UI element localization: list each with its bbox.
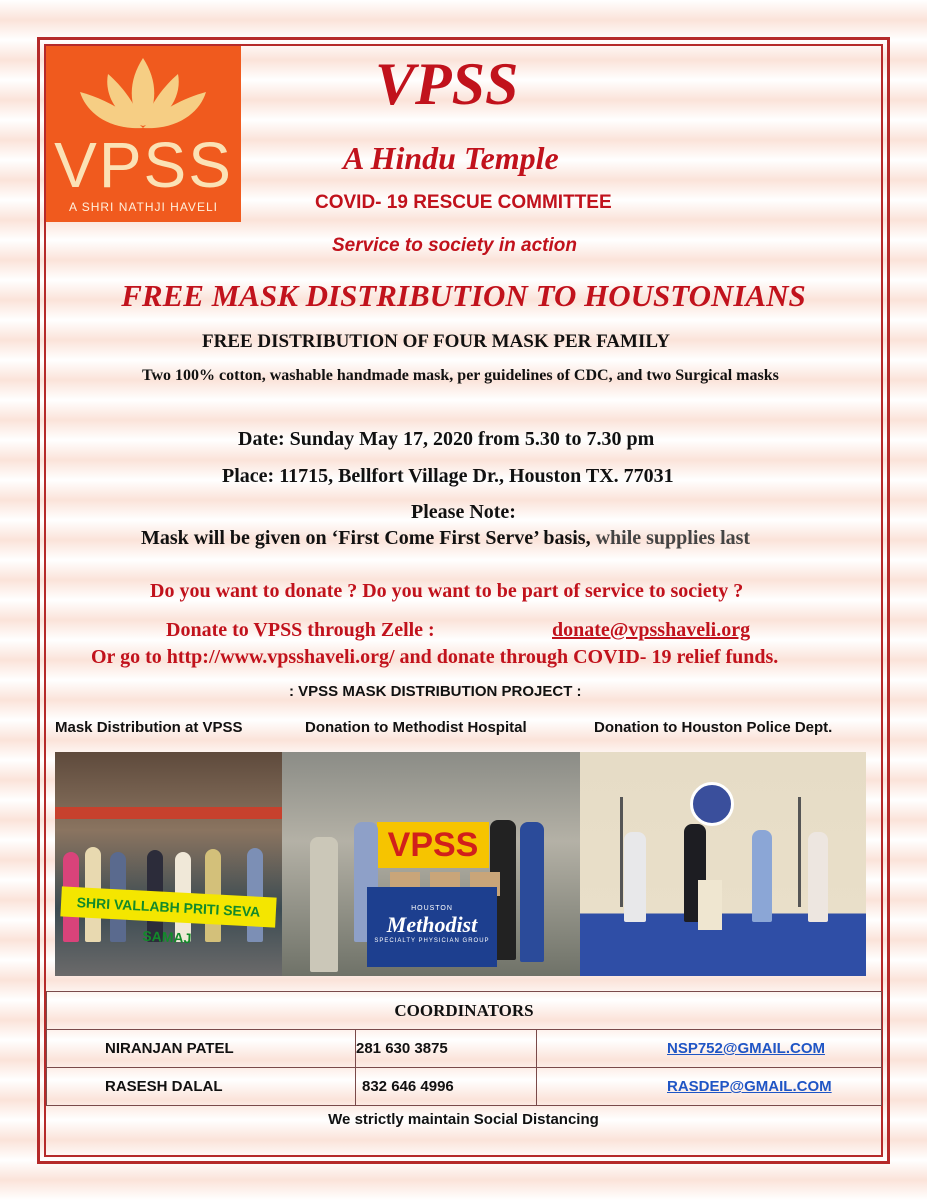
flag-pole — [798, 797, 801, 907]
photo-methodist-donation — [282, 752, 580, 976]
note-main: Mask will be given on ‘First Come First Serve’ basis, — [141, 527, 596, 549]
coordinator-name: NIRANJAN PATEL — [47, 1030, 356, 1068]
police-seal-icon — [690, 782, 734, 826]
logo-subtitle: A SHRI NATHJI HAVELI — [69, 200, 218, 214]
coordinator-email-link[interactable]: NSP752@GMAIL.COM — [667, 1040, 825, 1057]
coordinator-phone: 281 630 3875 — [356, 1030, 537, 1068]
person — [310, 837, 338, 972]
person — [247, 848, 263, 942]
cloth-sub-text: SPECIALTY PHYSICIAN GROUP — [374, 938, 490, 944]
distribution-detail: Two 100% cotton, washable handmade mask, per guidelines of CDC, and two Surgical masks — [142, 367, 779, 384]
caption-vpss: Mask Distribution at VPSS — [55, 719, 243, 736]
cloth-main-text: Methodist — [386, 912, 478, 937]
methodist-table-cloth — [367, 887, 497, 967]
note-heading: Please Note: — [411, 501, 516, 523]
coordinator-name: RASESH DALAL — [47, 1068, 356, 1106]
mask-box — [698, 880, 722, 930]
tagline: Service to society in action — [332, 235, 577, 256]
coordinator-email-cell — [537, 1068, 882, 1106]
donate-question: Do you want to donate ? Do you want to be part of service to society ? — [150, 580, 744, 602]
table-row — [47, 1030, 882, 1068]
vpss-logo — [46, 46, 241, 222]
distribution-heading: FREE DISTRIBUTION OF FOUR MASK PER FAMILY — [202, 331, 671, 352]
coordinator-email-cell — [537, 1030, 882, 1068]
note-supplies: while supplies last — [595, 527, 751, 549]
logo-wordmark: VPSS — [54, 129, 233, 201]
table-row — [47, 1068, 882, 1106]
person — [752, 830, 772, 922]
samaj-banner: SHRI VALLABH PRITI SEVA SAMAJ — [60, 886, 276, 927]
event-place: Place: 11715, Bellfort Village Dr., Houston TX. 77031 — [222, 465, 674, 487]
donate-email-link[interactable]: donate@vpsshaveli.org — [552, 619, 751, 641]
coordinators-table — [46, 991, 882, 1106]
person — [520, 822, 544, 962]
lotus-icon — [46, 46, 241, 136]
page-title: VPSS — [375, 51, 519, 117]
coordinator-phone — [356, 1068, 537, 1106]
note-text — [141, 527, 750, 550]
person — [808, 832, 828, 922]
coordinator-email-link[interactable]: RASDEP@GMAIL.COM — [667, 1078, 832, 1095]
flag-pole — [620, 797, 623, 907]
page-subtitle: A Hindu Temple — [343, 140, 559, 176]
photo-police-donation — [580, 752, 866, 976]
committee-name: COVID- 19 RESCUE COMMITTEE — [315, 192, 612, 213]
caption-methodist: Donation to Methodist Hospital — [305, 719, 527, 736]
donate-website[interactable]: Or go to http://www.vpsshaveli.org/ and donate through COVID- 19 relief funds. — [91, 646, 779, 668]
main-headline: FREE MASK DISTRIBUTION TO HOUSTONIANS — [121, 278, 806, 313]
coordinators-heading: COORDINATORS — [47, 992, 882, 1030]
project-title: : VPSS MASK DISTRIBUTION PROJECT : — [289, 683, 582, 700]
zelle-label: Donate to VPSS through Zelle : — [166, 619, 435, 641]
person — [624, 832, 646, 922]
event-date: Date: Sunday May 17, 2020 from 5.30 to 7.30 pm — [238, 428, 655, 450]
garland — [55, 807, 282, 819]
vpss-sign: VPSS — [377, 822, 489, 868]
cloth-top-text: HOUSTON — [411, 905, 453, 912]
caption-police: Donation to Houston Police Dept. — [594, 719, 833, 736]
photo-vpss-distribution — [55, 752, 282, 976]
social-distancing-note: We strictly maintain Social Distancing — [328, 1111, 599, 1128]
coordinator-phone-text: 832 646 4996 — [362, 1078, 454, 1095]
